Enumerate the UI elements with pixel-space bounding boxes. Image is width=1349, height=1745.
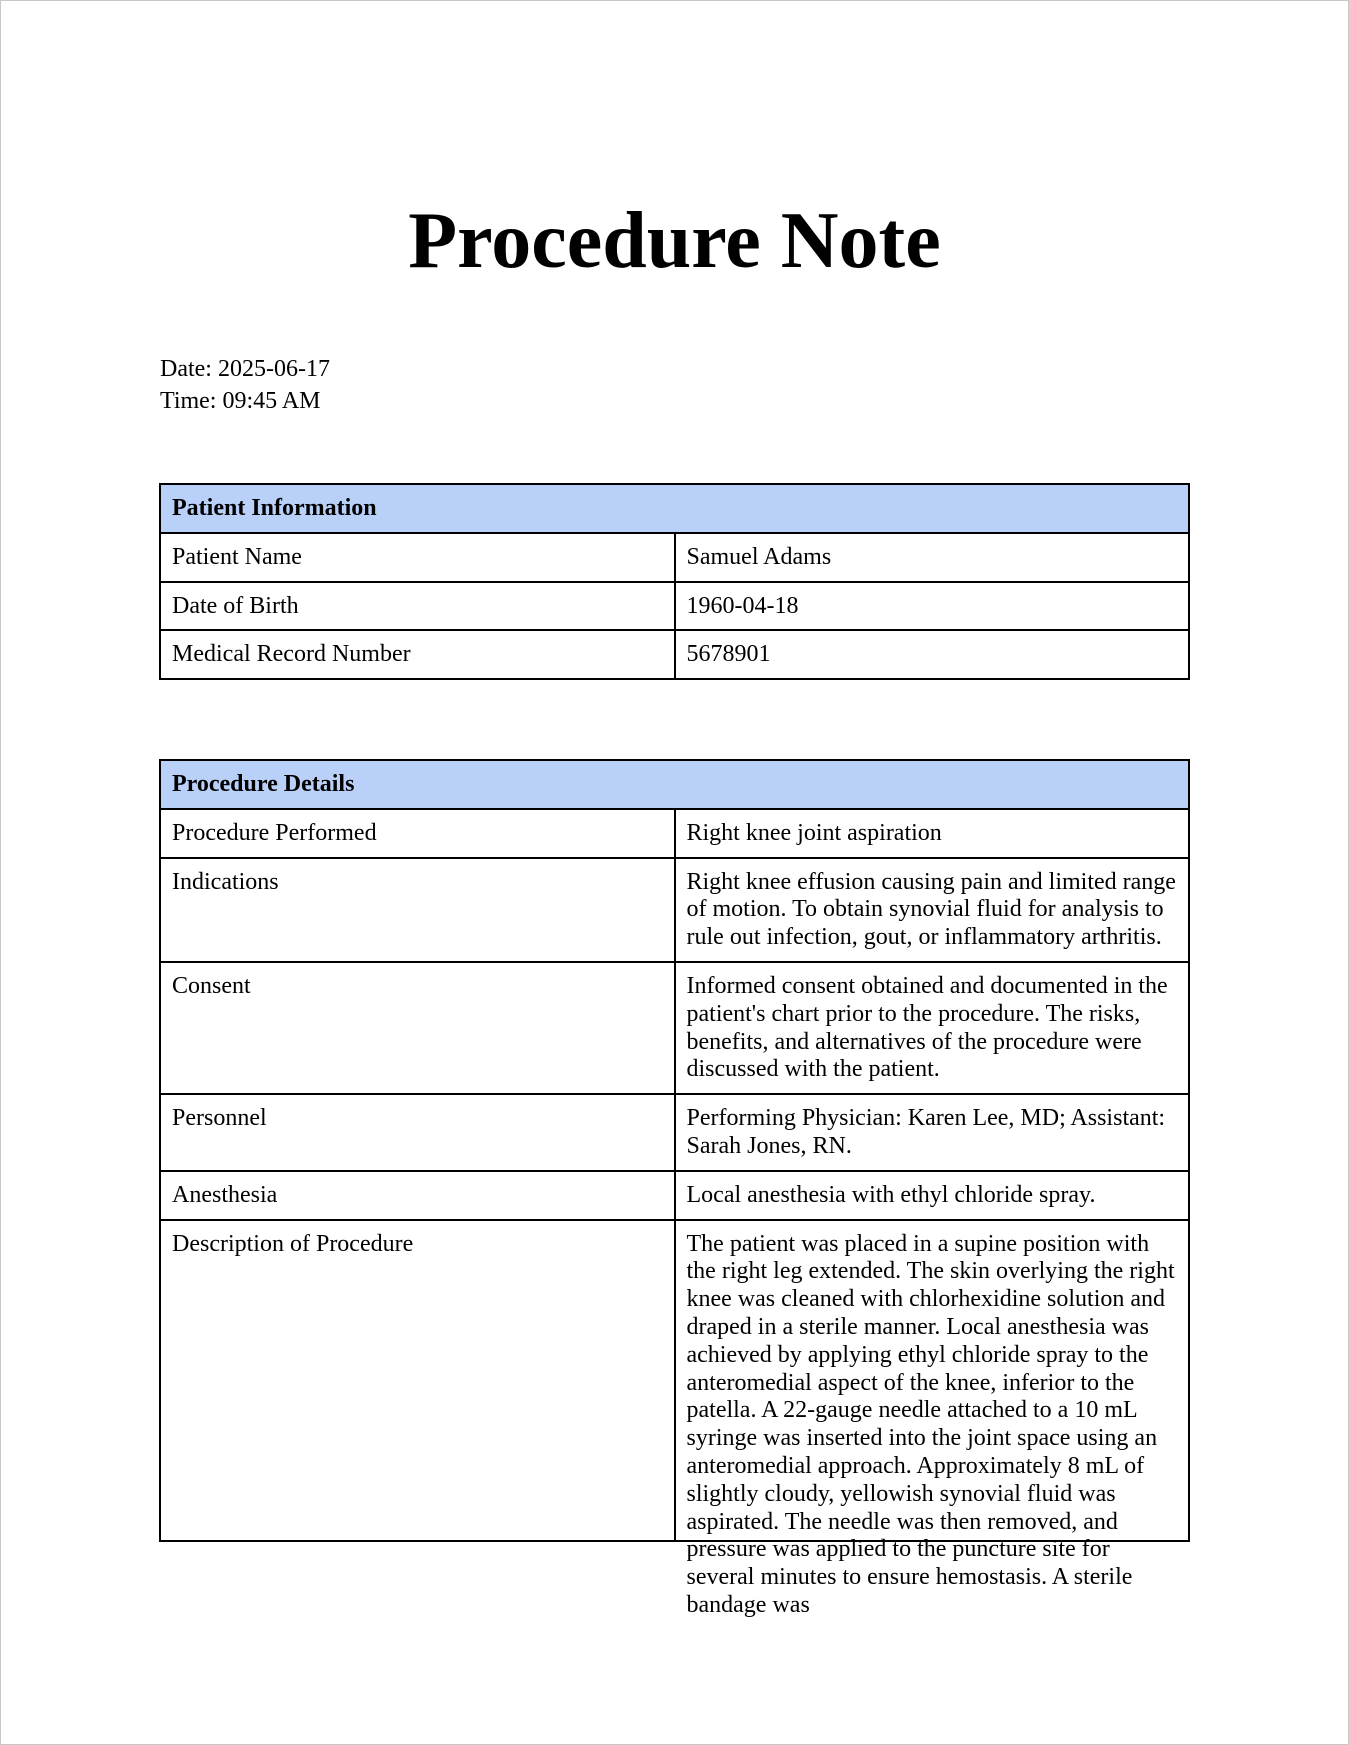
row-value: Local anesthesia with ethyl chloride spray. [675, 1171, 1190, 1220]
date-label: Date: [160, 356, 212, 382]
table-row [160, 809, 1189, 858]
procedure-details-table [159, 759, 1190, 1618]
table-row [160, 1220, 1189, 1541]
row-value: Performing Physician: Karen Lee, MD; Assistant: Sarah Jones, RN. [675, 1094, 1190, 1171]
row-value: The patient was placed in a supine position with the right leg extended. The skin overlying the right knee was cleaned with chlorhexidine solution and draped in a sterile manner. Local anesthesia was achieved by applying ethyl chloride spray to the anteromedial aspect of the knee, inferior to the patella. A 22-gauge needle attached to a 10 mL syringe was inserted into the joint space using an anteromedial approach. Approximately 8 mL of slightly cloudy, yellowish synovial fluid was aspirated. The needle was then removed, and pressure was applied to the puncture site for several minutes to ensure hemostasis. A sterile bandage was [686, 1230, 1175, 1618]
time-line [160, 385, 330, 417]
table-row [160, 630, 1189, 679]
row-label: Patient Name [160, 533, 675, 582]
procedure-details-header: Procedure Details [160, 760, 1189, 809]
row-label: Medical Record Number [160, 630, 675, 679]
table-row [160, 1171, 1189, 1220]
table-row [160, 962, 1189, 1094]
patient-information-table [159, 483, 1190, 680]
table-row [160, 858, 1189, 962]
row-value: 1960-04-18 [675, 582, 1190, 631]
date-line [160, 353, 330, 385]
row-value: 5678901 [675, 630, 1190, 679]
page-title: Procedure Note [408, 197, 941, 285]
patient-information-header: Patient Information [160, 484, 1189, 533]
row-label: Description of Procedure [160, 1220, 675, 1541]
date-value: 2025-06-17 [217, 356, 330, 382]
row-label: Date of Birth [160, 582, 675, 631]
row-value: Right knee joint aspiration [675, 809, 1190, 858]
table-row [160, 582, 1189, 631]
note-meta [160, 353, 330, 417]
table-header-row [160, 760, 1189, 809]
row-value-cell [675, 1220, 1190, 1618]
time-value: 09:45 AM [222, 388, 321, 414]
time-label: Time: [160, 388, 217, 414]
table-header-row [160, 484, 1189, 533]
table-row [160, 533, 1189, 582]
row-value: Right knee effusion causing pain and limited range of motion. To obtain synovial fluid for analysis to rule out infection, gout, or inflammatory arthritis. [675, 858, 1190, 962]
row-label: Anesthesia [160, 1171, 675, 1220]
row-label: Procedure Performed [160, 809, 675, 858]
row-value: Samuel Adams [675, 533, 1190, 582]
row-label: Personnel [160, 1094, 675, 1171]
table-row [160, 1094, 1189, 1171]
row-label: Indications [160, 858, 675, 962]
row-label: Consent [160, 962, 675, 1094]
row-value: Informed consent obtained and documented in the patient's chart prior to the procedure. The risks, benefits, and alternatives of the procedure were discussed with the patient. [675, 962, 1190, 1094]
